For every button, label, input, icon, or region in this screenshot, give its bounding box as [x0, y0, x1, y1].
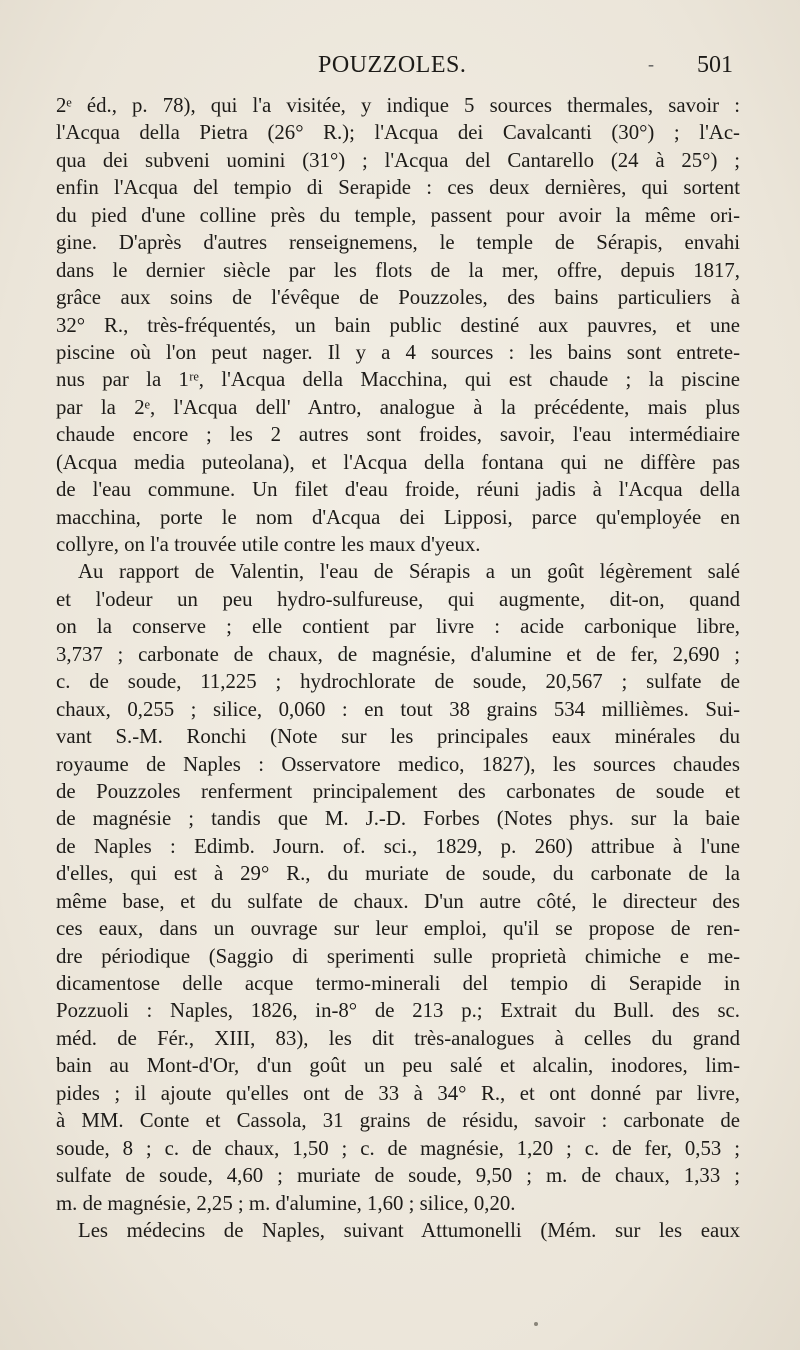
text-line: chaux, 0,255 ; silice, 0,060 : en tout 38 grains 534 millièmes. Sui-	[56, 697, 740, 721]
page-number: 501	[697, 52, 733, 78]
text-line: collyre, on l'a trouvée utile contre les maux d'yeux.	[56, 533, 481, 556]
body-text	[56, 92, 740, 1244]
text-line: pides ; il ajoute qu'elles ont de 33 à 34° R., et ont donné par livre,	[56, 1081, 740, 1105]
text-line: royaume de Naples : Osservatore medico, 1827), les sources chaudes	[56, 752, 740, 776]
text-line: piscine où l'on peut nager. Il y a 4 sources : les bains sont entrete-	[56, 340, 740, 364]
text-line: Les médecins de Naples, suivant Attumonelli (Mém. sur les eaux	[78, 1218, 740, 1242]
text-line: dre périodique (Saggio di sperimenti sulle proprietà chimiche e me-	[56, 944, 740, 968]
text-line: dans le dernier siècle par les flots de la mer, offre, depuis 1817,	[56, 258, 740, 282]
text-line: enfin l'Acqua del tempio di Serapide : ces deux dernières, qui sortent	[56, 176, 740, 200]
text-line: de magnésie ; tandis que M. J.-D. Forbes (Notes phys. sur la baie	[56, 807, 740, 831]
text-line: d'elles, qui est à 29° R., du muriate de soude, du carbonate de la	[56, 862, 740, 886]
header-mark: -	[648, 54, 654, 74]
text-line: par la 2ᵉ, l'Acqua dell' Antro, analogue à la précédente, mais plus	[56, 395, 740, 419]
text-line: 3,737 ; carbonate de chaux, de magnésie, d'alumine et de fer, 2,690 ;	[56, 642, 740, 666]
text-line: 2ᵉ éd., p. 78), qui l'a visitée, y indique 5 sources thermales, savoir :	[56, 94, 740, 117]
text-line: grâce aux soins de l'évêque de Pouzzoles, des bains particuliers à	[56, 286, 740, 310]
text-line: de Pouzzoles renferment principalement des carbonates de soude et	[56, 779, 740, 803]
text-line: même base, et du sulfate de chaux. D'un autre côté, le directeur des	[56, 889, 740, 913]
text-line: de l'eau commune. Un filet d'eau froide, réuni jadis à l'Acqua della	[56, 478, 740, 502]
page-header	[0, 52, 800, 86]
text-line: bain au Mont-d'Or, d'un goût un peu salé et alcalin, inodores, lim-	[56, 1054, 740, 1078]
running-head: POUZZOLES.	[318, 52, 467, 78]
text-line: à MM. Conte et Cassola, 31 grains de résidu, savoir : carbonate de	[56, 1109, 740, 1133]
text-line: ces eaux, dans un ouvrage sur leur emploi, qu'il se propose de ren-	[56, 917, 740, 941]
text-line: dicamentose delle acque termo-minerali del tempio di Serapide in	[56, 972, 740, 995]
ink-speck	[534, 1322, 538, 1326]
text-line: on la conserve ; elle contient par livre : acide carbonique libre,	[56, 615, 740, 639]
text-line: qua dei subveni uomini (31°) ; l'Acqua del Cantarello (24 à 25°) ;	[56, 148, 740, 172]
text-line: m. de magnésie, 2,25 ; m. d'alumine, 1,60 ; silice, 0,20.	[56, 1191, 516, 1215]
text-line: c. de soude, 11,225 ; hydrochlorate de soude, 20,567 ; sulfate de	[56, 670, 740, 694]
text-line: et l'odeur un peu hydro-sulfureuse, qui augmente, dit-on, quand	[56, 587, 740, 611]
text-line: 32° R., très-fréquentés, un bain public destiné aux pauvres, et une	[56, 313, 740, 337]
text-line: Pozzuoli : Naples, 1826, in-8° de 213 p.; Extrait du Bull. des sc.	[56, 999, 740, 1023]
text-line: soude, 8 ; c. de chaux, 1,50 ; c. de magnésie, 1,20 ; c. de fer, 0,53 ;	[56, 1136, 740, 1160]
text-line: vant S.-M. Ronchi (Note sur les principales eaux minérales du	[56, 725, 740, 749]
text-line: du pied d'une colline près du temple, passent pour avoir la même ori-	[56, 203, 740, 227]
text-line: l'Acqua della Pietra (26° R.); l'Acqua dei Cavalcanti (30°) ; l'Ac-	[56, 121, 740, 145]
text-line: de Naples : Edimb. Journ. of. sci., 1829, p. 260) attribue à l'une	[56, 834, 740, 858]
text-line: (Acqua media puteolana), et l'Acqua della fontana qui ne diffère pas	[56, 450, 740, 474]
text-line: méd. de Fér., XIII, 83), les dit très-analogues à celles du grand	[56, 1026, 740, 1050]
text-line: Au rapport de Valentin, l'eau de Sérapis a un goût légèrement salé	[78, 560, 740, 584]
text-line: gine. D'après d'autres renseignemens, le temple de Sérapis, envahi	[56, 231, 740, 255]
text-line: macchina, porte le nom d'Acqua dei Lipposi, parce qu'employée en	[56, 505, 740, 529]
text-line: chaude encore ; les 2 autres sont froides, savoir, l'eau intermédiaire	[56, 423, 740, 447]
text-line: nus par la 1ʳᵉ, l'Acqua della Macchina, qui est chaude ; la piscine	[56, 368, 740, 392]
text-line: sulfate de soude, 4,60 ; muriate de soude, 9,50 ; m. de chaux, 1,33 ;	[56, 1164, 740, 1188]
